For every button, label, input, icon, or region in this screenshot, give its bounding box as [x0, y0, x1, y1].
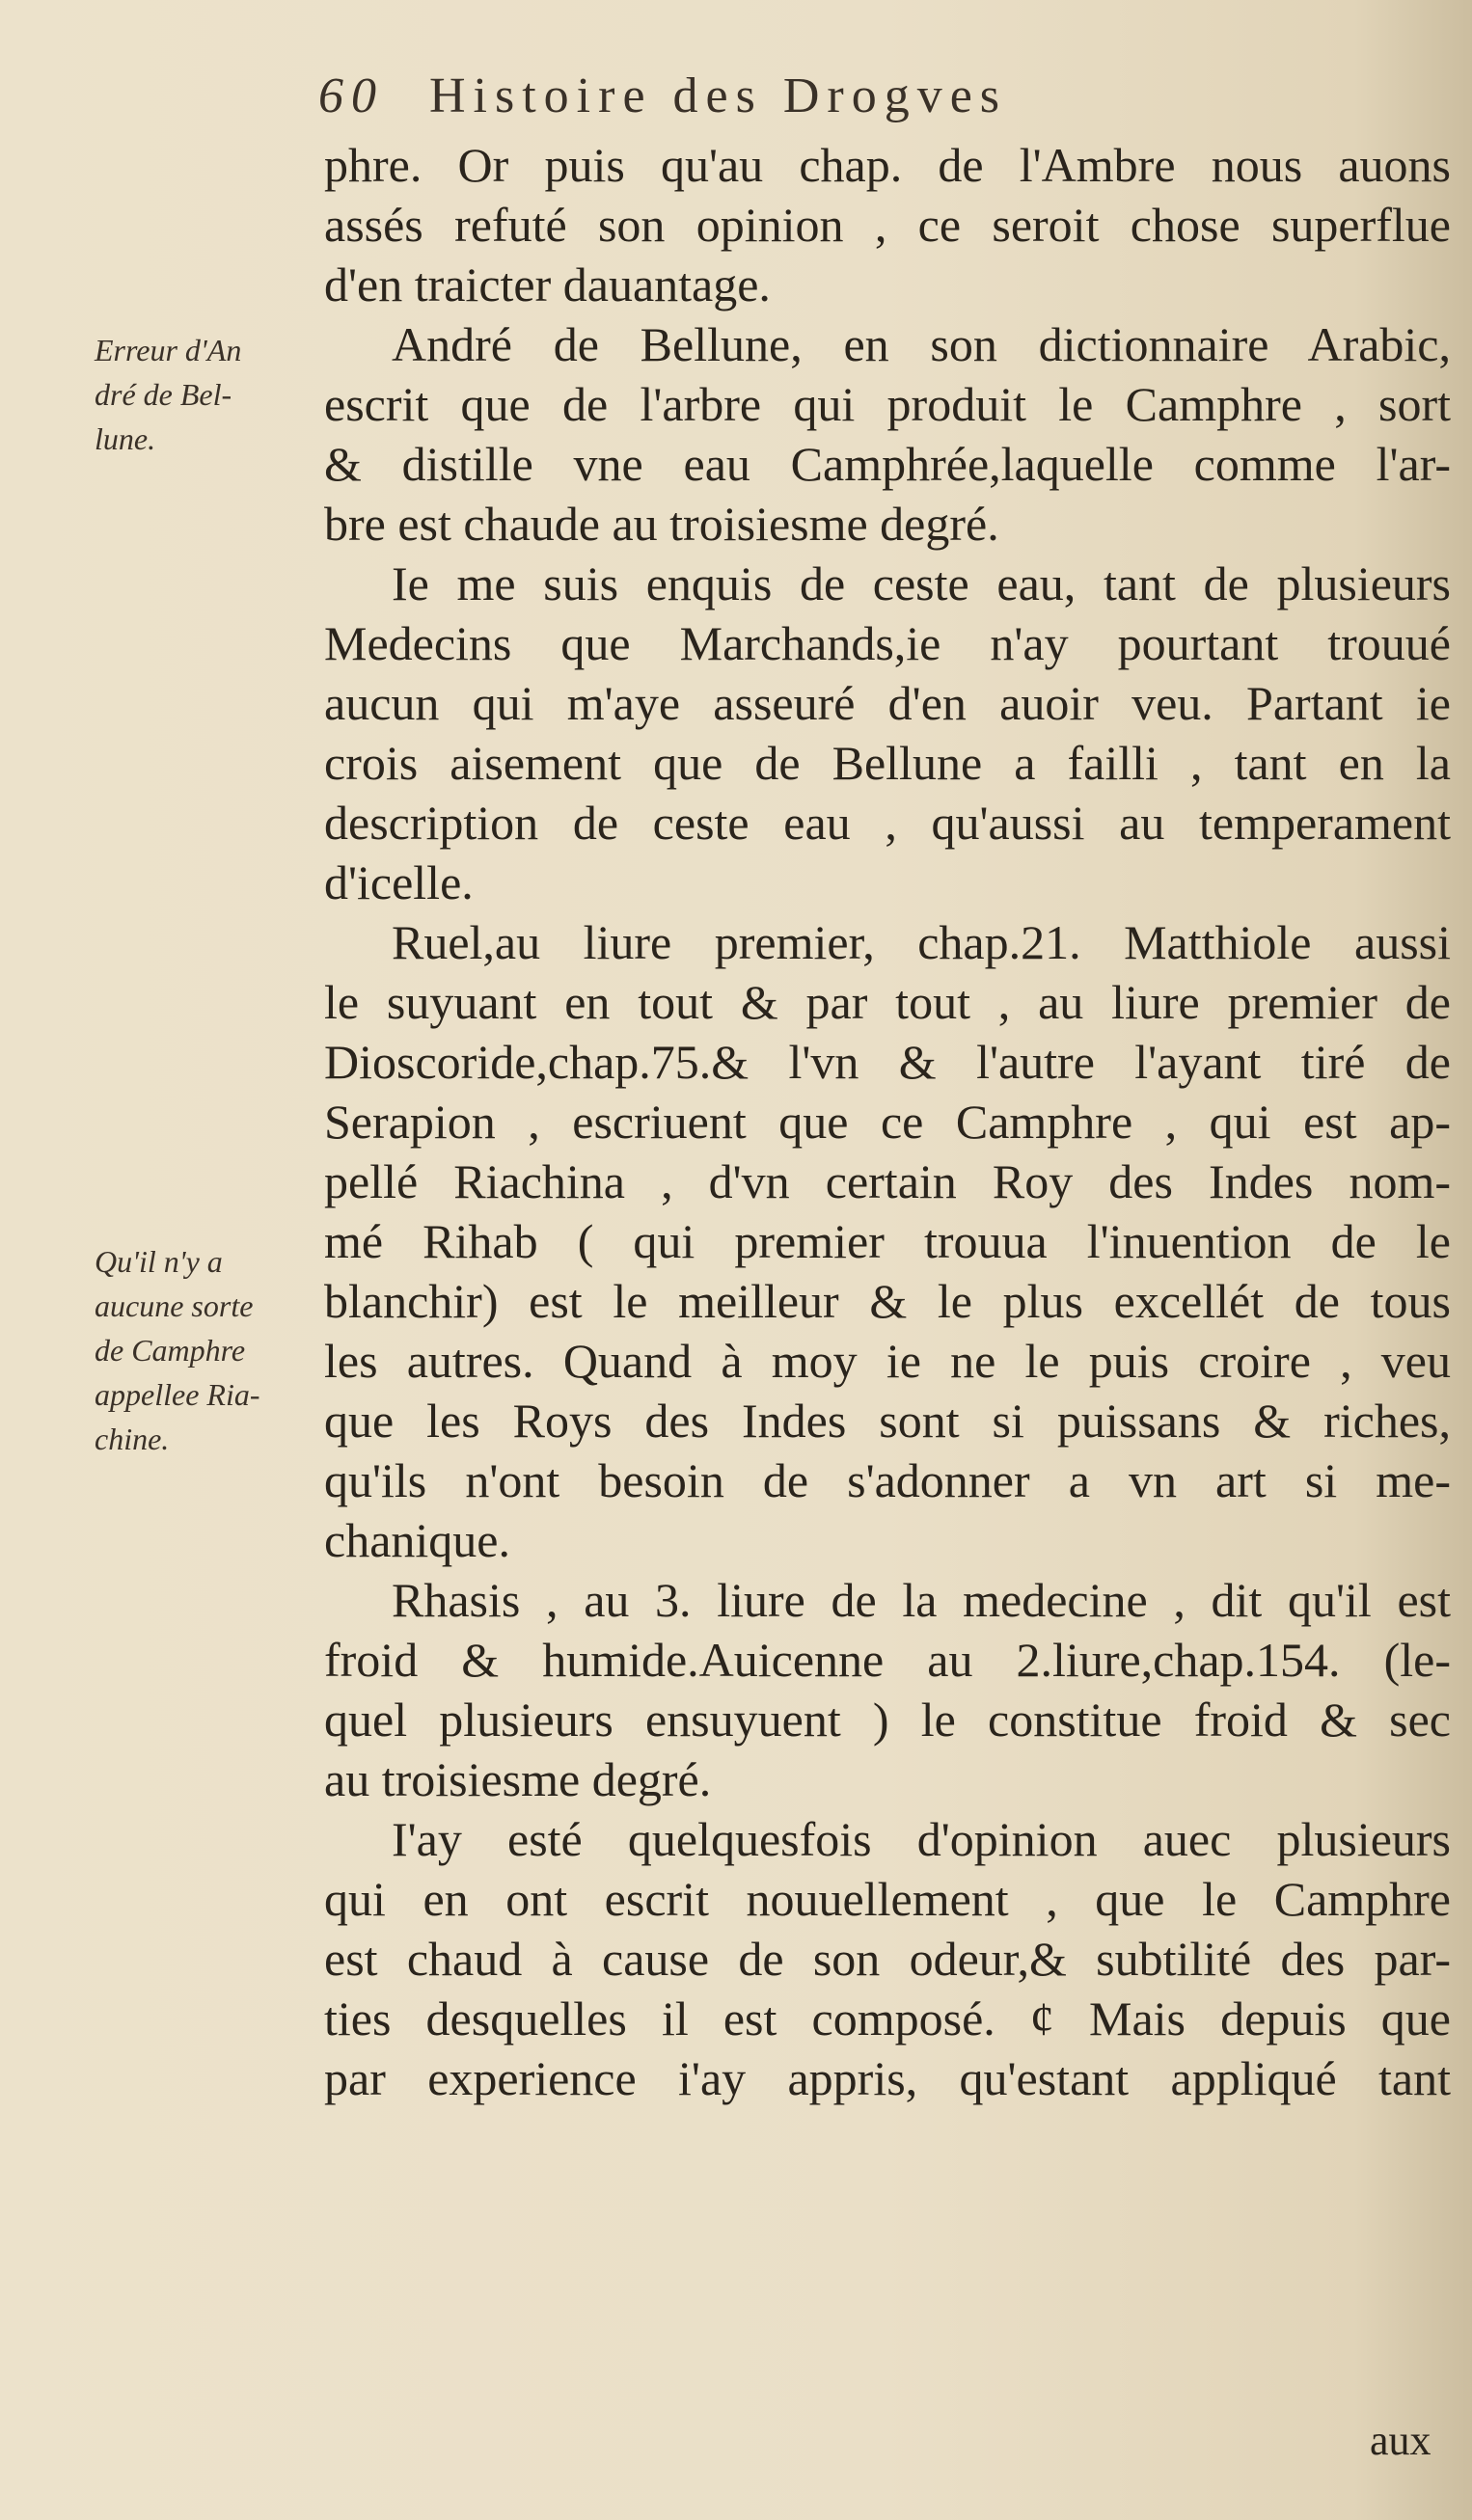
- text-line: qui en ont escrit nouuellement , que le Camphre: [324, 1872, 1451, 1926]
- body-text: [324, 135, 1451, 2108]
- text-line: est chaud à cause de son odeur,& subtilité des par-: [324, 1932, 1451, 1986]
- text-line: aucun qui m'aye asseuré d'en auoir veu. Partant ie: [324, 676, 1451, 730]
- text-line: au troisiesme degré.: [324, 1752, 712, 1806]
- margin-note-line: de Camphre: [95, 1333, 246, 1368]
- text-line: que les Roys des Indes sont si puissans & riches,: [324, 1394, 1451, 1448]
- text-line: phre. Or puis qu'au chap. de l'Ambre nous auons: [324, 138, 1451, 192]
- text-line: escrit que de l'arbre qui produit le Camphre , sort: [324, 377, 1451, 431]
- text-line: d'icelle.: [324, 855, 474, 909]
- text-line: par experience i'ay appris, qu'estant appliqué tant: [324, 2051, 1451, 2105]
- text-line: froid & humide.Auicenne au 2.liure,chap.154. (le-: [324, 1633, 1451, 1687]
- text-line: Medecins que Marchands,ie n'ay pourtant trouué: [324, 616, 1451, 670]
- text-line: bre est chaude au troisiesme degré.: [324, 497, 999, 551]
- text-line: d'en traicter dauantage.: [324, 257, 771, 312]
- text-line: qu'ils n'ont besoin de s'adonner a vn art si me-: [324, 1453, 1451, 1507]
- margin-note-riachine: [95, 1239, 321, 1461]
- text-line: I'ay esté quelquesfois d'opinion auec plusieurs: [392, 1812, 1451, 1866]
- text-line: chanique.: [324, 1513, 510, 1567]
- text-line: crois aisement que de Bellune a failli , tant en la: [324, 736, 1451, 790]
- text-line: Ie me suis enquis de ceste eau, tant de plusieurs: [392, 556, 1451, 610]
- text-line: Serapion , escriuent que ce Camphre , qui est ap-: [324, 1095, 1451, 1149]
- text-line: les autres. Quand à moy ie ne le puis croire , veu: [324, 1334, 1451, 1388]
- text-line: quel plusieurs ensuyuent ) le constitue froid & sec: [324, 1693, 1451, 1747]
- catchword: aux: [1370, 2417, 1431, 2464]
- text-line: & distille vne eau Camphrée,laquelle comme l'ar-: [324, 437, 1451, 491]
- text-line: description de ceste eau , qu'aussi au temperament: [324, 796, 1451, 850]
- text-line: André de Bellune, en son dictionnaire Arabic,: [392, 317, 1451, 371]
- margin-note-line: aucune sorte: [95, 1288, 254, 1323]
- margin-note-line: appellee Ria-: [95, 1377, 260, 1412]
- text-line: assés refuté son opinion , ce seroit chose superflue: [324, 198, 1451, 252]
- running-title: Histoire des Drogves: [429, 68, 1008, 123]
- text-line: mé Rihab ( qui premier trouua l'inuention de le: [324, 1214, 1451, 1268]
- text-line: pellé Riachina , d'vn certain Roy des Indes nom-: [324, 1154, 1451, 1208]
- margin-note-line: Qu'il n'y a: [95, 1244, 223, 1279]
- page-number: 60: [318, 68, 384, 123]
- text-line: ties desquelles il est composé. ¢ Mais depuis que: [324, 1992, 1451, 2046]
- text-line: Ruel,au liure premier, chap.21. Matthiole aussi: [392, 915, 1451, 969]
- margin-note-line: dré de Bel-: [95, 377, 232, 412]
- margin-note-erreur: [95, 328, 321, 461]
- running-header: [318, 68, 1408, 135]
- text-line: Rhasis , au 3. liure de la medecine , dit qu'il est: [392, 1573, 1451, 1627]
- text-line: Dioscoride,chap.75.& l'vn & l'autre l'ayant tiré de: [324, 1035, 1451, 1089]
- text-line: blanchir) est le meilleur & le plus excellét de tous: [324, 1274, 1451, 1328]
- text-line: le suyuant en tout & par tout , au liure premier de: [324, 975, 1451, 1029]
- margin-note-line: lune.: [95, 421, 156, 456]
- margin-note-line: chine.: [95, 1422, 170, 1456]
- margin-note-line: Erreur d'An: [95, 333, 242, 367]
